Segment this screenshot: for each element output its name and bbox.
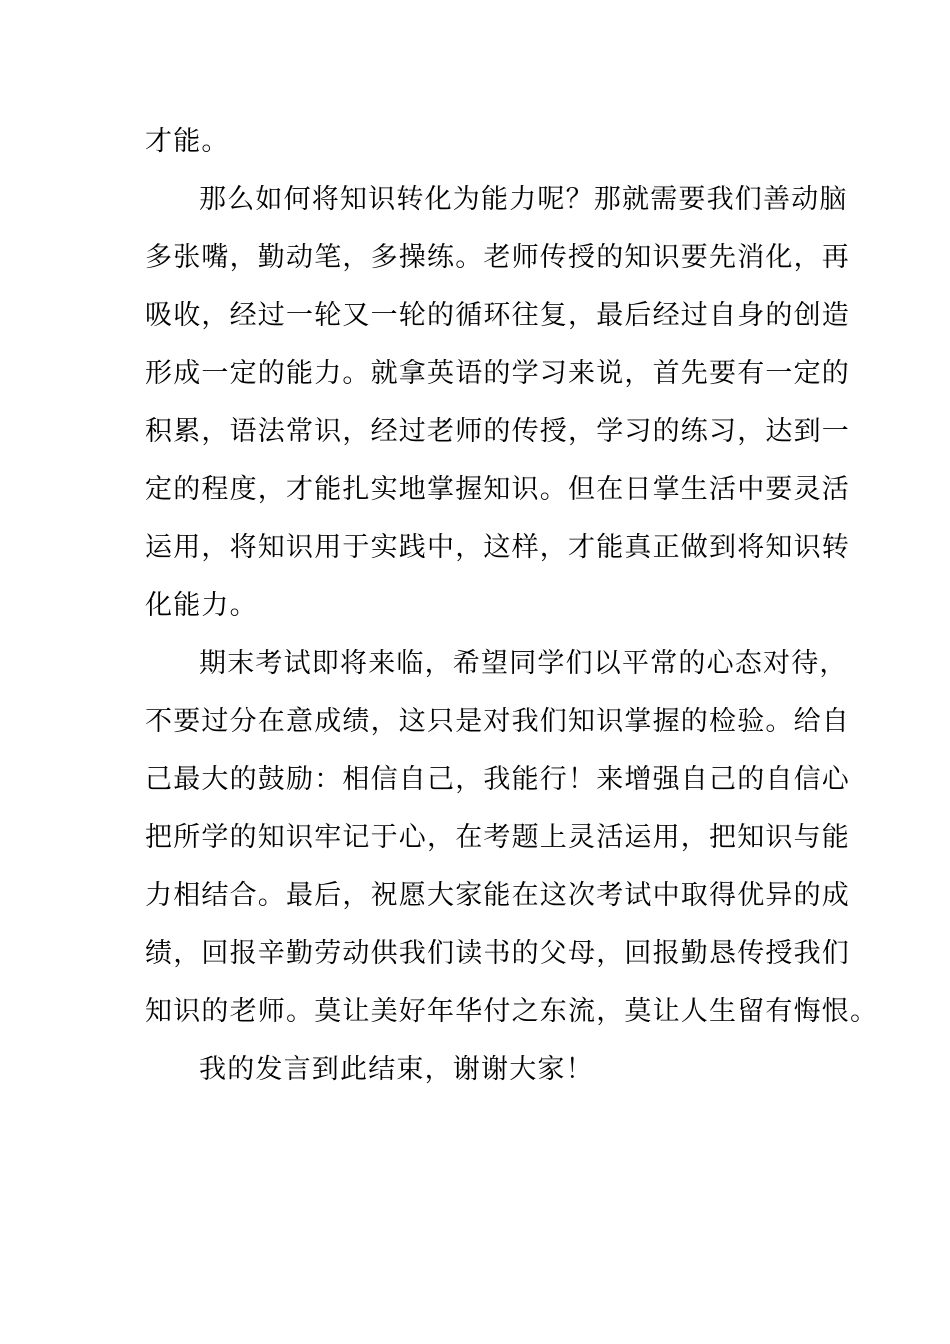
text-line: 力相结合。最后，祝愿大家能在这次考试中取得优异的成 (145, 880, 850, 911)
text-line: 吸收，经过一轮又一轮的循环往复，最后经过自身的创造 (145, 300, 850, 331)
text-line: 才能。 (145, 126, 230, 157)
paragraph-closing (145, 1041, 807, 1099)
text-line: 绩，回报辛勤劳动供我们读书的父母，回报勤恳传授我们 (145, 938, 850, 969)
paragraph-continuation (145, 113, 807, 171)
text-line: 多张嘴，勤动笔，多操练。老师传授的知识要先消化，再 (145, 242, 850, 273)
text-line: 定的程度，才能扎实地掌握知识。但在日掌生活中要灵活 (145, 474, 850, 505)
text-line: 把所学的知识牢记于心，在考题上灵活运用，把知识与能 (145, 822, 850, 853)
text-line: 我的发言到此结束，谢谢大家！ (199, 1054, 594, 1085)
paragraph-knowledge-to-ability (145, 171, 850, 635)
text-line: 那么如何将知识转化为能力呢？那就需要我们善动脑 (199, 184, 848, 215)
text-line: 不要过分在意成绩，这只是对我们知识掌握的检验。给自 (145, 706, 850, 737)
text-line: 知识的老师。莫让美好年华付之东流，莫让人生留有悔恨。 (145, 996, 879, 1027)
text-line: 化能力。 (145, 590, 258, 621)
text-line: 积累，语法常识，经过老师的传授，学习的练习，达到一 (145, 416, 850, 447)
document-body (145, 113, 879, 1099)
text-line: 运用，将知识用于实践中，这样，才能真正做到将知识转 (145, 532, 850, 563)
paragraph-final-exam (145, 635, 879, 1041)
text-line: 己最大的鼓励：相信自己，我能行！来增强自己的自信心 (145, 764, 850, 795)
text-line: 形成一定的能力。就拿英语的学习来说，首先要有一定的 (145, 358, 850, 389)
text-line: 期末考试即将来临，希望同学们以平常的心态对待， (199, 648, 848, 679)
